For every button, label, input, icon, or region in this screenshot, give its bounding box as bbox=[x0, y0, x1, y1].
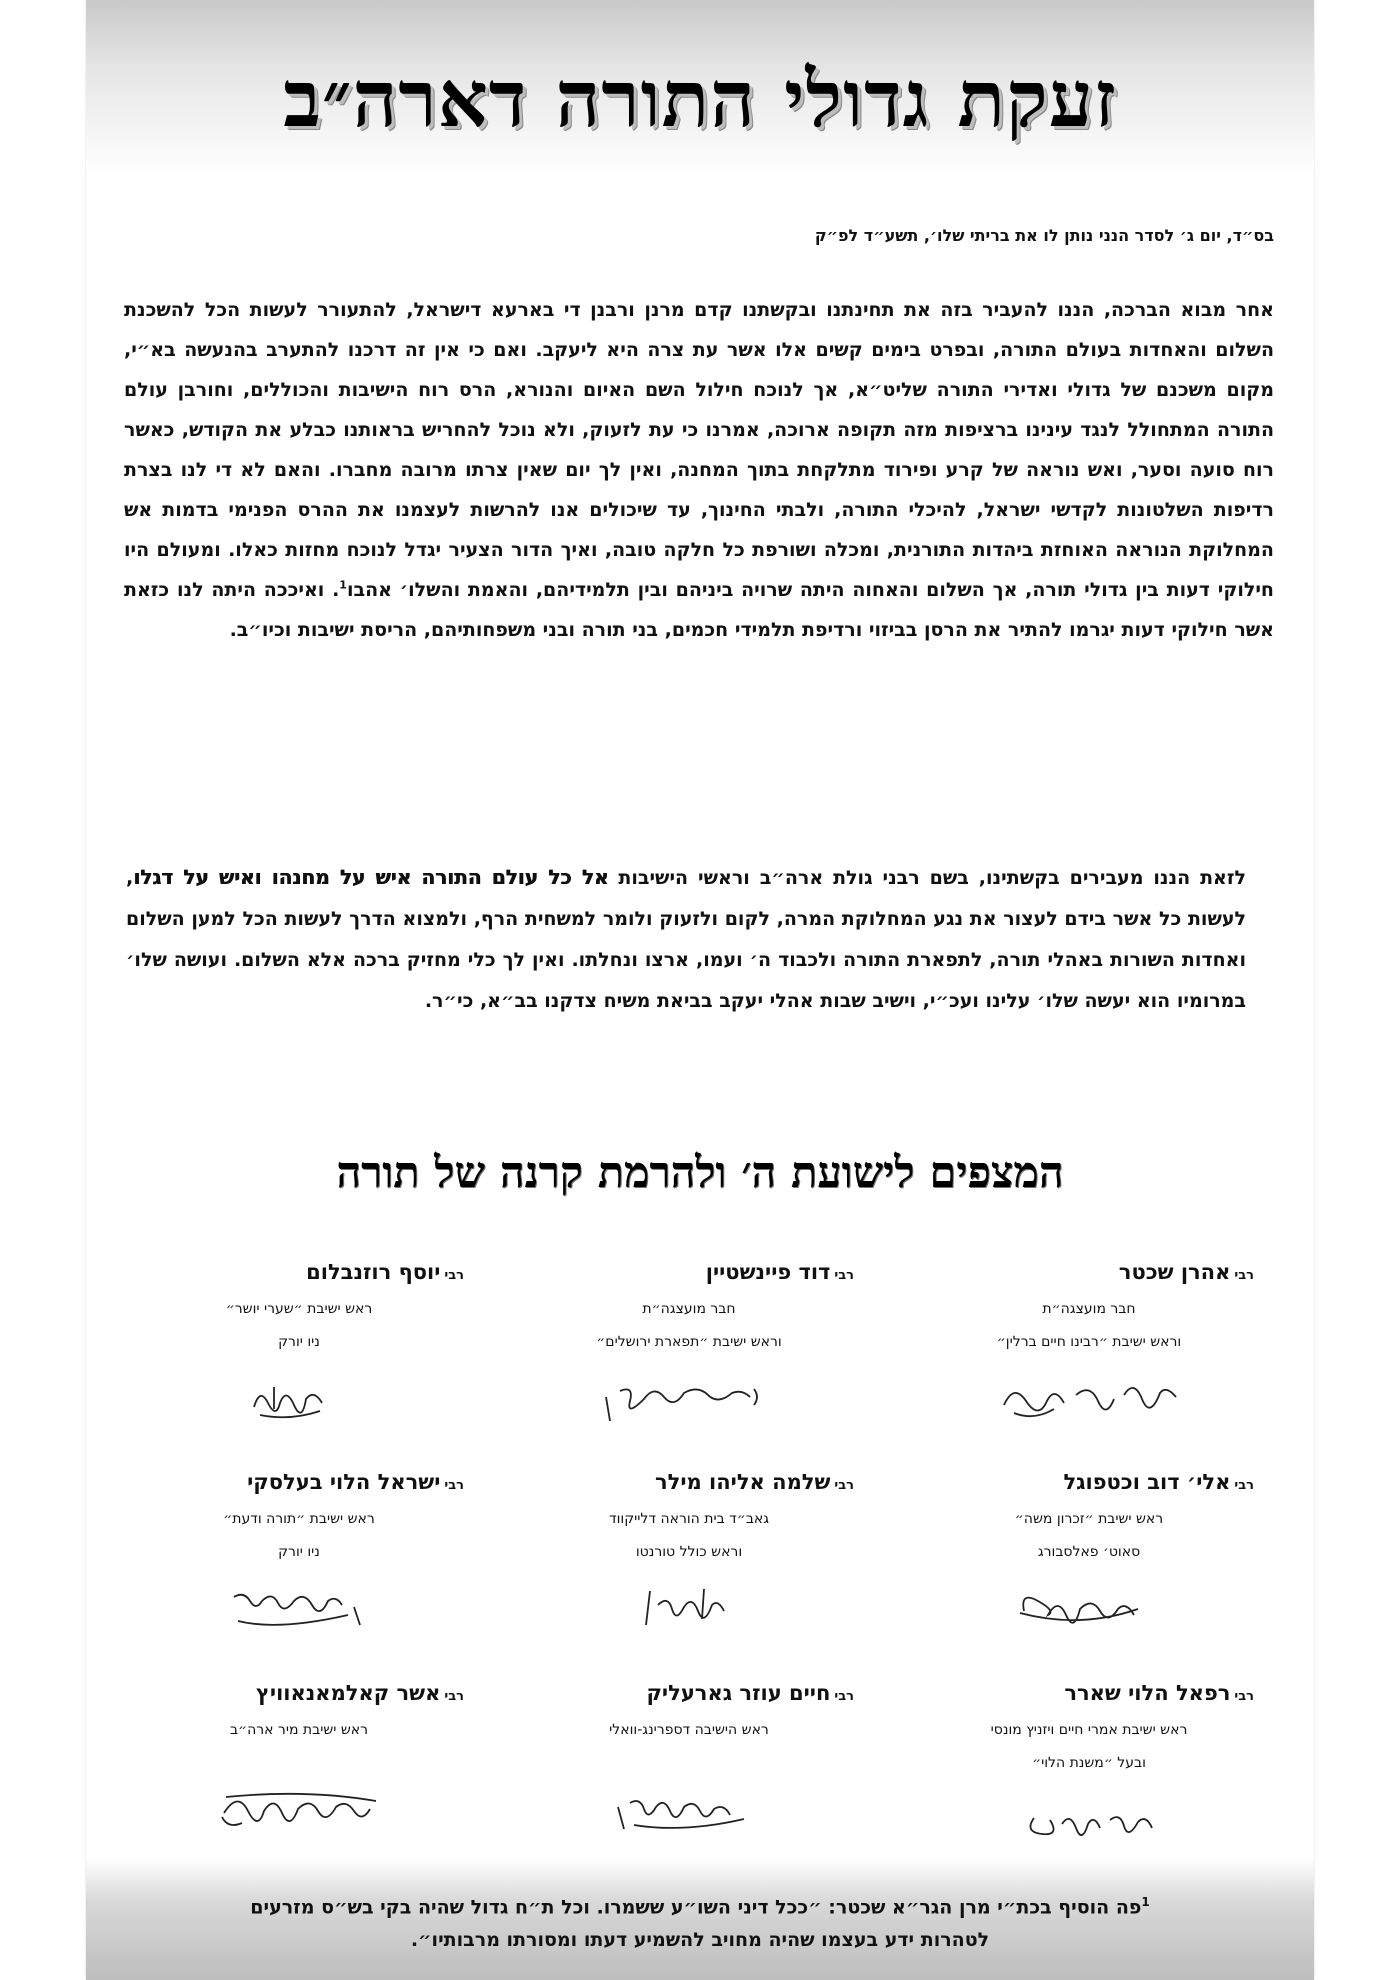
rabbi-prefix: רבי bbox=[834, 1689, 854, 1704]
footnote-line-1-text: פה הוסיף בכת״י מרן הגר״א שכטר: ״ככל דיני השו״ע ששמרו. וכל ת״ח גדול שהיה בקי בש״ס מזרעים bbox=[250, 1896, 1142, 1919]
signatory-name-text: שלמה אליהו מילר bbox=[654, 1470, 831, 1494]
rabbi-prefix: רבי bbox=[444, 1689, 464, 1704]
signatory-name bbox=[924, 1255, 1254, 1293]
signatory-role-line: וראש ישיבת ״רבינו חיים ברלין״ bbox=[996, 1334, 1182, 1350]
dateline: בס״ד, יום ג׳ לסדר הנני נותן לו את בריתי שלו׳, תשע״ד לפ״ק bbox=[814, 226, 1274, 245]
footnote-line-1 bbox=[86, 1886, 1314, 1924]
signatory-role-line: וראש כולל טורנטו bbox=[635, 1544, 743, 1560]
rabbi-prefix: רבי bbox=[444, 1478, 464, 1493]
signatory-block bbox=[924, 1255, 1254, 1429]
handwritten-signature bbox=[986, 1367, 1184, 1429]
signatory-name bbox=[924, 1676, 1254, 1714]
signatory-role-line: ראש ישיבת ״שערי יושר״ bbox=[225, 1301, 373, 1317]
signatory-role-line: חבר מועצגה״ת bbox=[642, 1301, 736, 1317]
signatory-block bbox=[524, 1465, 854, 1639]
signatory-role-line: גאב״ד בית הוראה דלייקווד bbox=[608, 1511, 770, 1527]
handwritten-signature bbox=[586, 1777, 784, 1839]
signature-lettering: ישראל הלוי בעלסקי bbox=[195, 1577, 204, 1578]
handwritten-signature bbox=[195, 1577, 394, 1639]
signatory-block bbox=[134, 1676, 464, 1839]
handwritten-signature bbox=[986, 1788, 1184, 1850]
signatory-block bbox=[134, 1255, 464, 1429]
paragraph-2-emphasis: אל כל עולם התורה איש על מחנהו ואיש על דגלו bbox=[133, 865, 609, 889]
signatory-role-line: וראש ישיבת ״תפארת ירושלים״ bbox=[596, 1334, 782, 1350]
signatory-role-line: חבר מועצגה״ת bbox=[1042, 1301, 1136, 1317]
rabbi-prefix: רבי bbox=[834, 1268, 854, 1283]
signatory-name-text: רפאל הלוי שארר bbox=[1064, 1681, 1231, 1705]
signature-lettering: אשר קאלמאנאוויץ bbox=[196, 1777, 204, 1778]
signatories-heading: המצפים לישועת ה׳ ולהרמת קרנה של תורה bbox=[336, 1148, 1064, 1198]
signature-lettering: רפאל הלוי שארר bbox=[986, 1788, 994, 1789]
signatory-role-line: ראש ישיבת אמרי חיים ויזניץ מונסי bbox=[990, 1722, 1188, 1738]
signatory-name-text: אלי׳ דוב וכטפוגל bbox=[1063, 1470, 1231, 1494]
signatory-role-line: ניו יורק bbox=[278, 1544, 320, 1560]
signatory-role-line: ניו יורק bbox=[278, 1334, 320, 1350]
signatory-name bbox=[924, 1465, 1254, 1503]
signatory-name-text: דוד פיינשטיין bbox=[705, 1260, 831, 1284]
document-page bbox=[86, 0, 1314, 1980]
signature-lettering: אלי׳ דוב וכטפוגל bbox=[986, 1577, 994, 1578]
footnote bbox=[86, 1886, 1314, 1957]
rabbi-prefix: רבי bbox=[444, 1268, 464, 1283]
footnote-reference: 1 bbox=[339, 578, 347, 592]
signatory-block bbox=[134, 1465, 464, 1639]
handwritten-signature bbox=[588, 1367, 784, 1429]
handwritten-signature bbox=[586, 1577, 784, 1639]
rabbi-prefix: רבי bbox=[1234, 1689, 1254, 1704]
signatory-name-text: חיים עוזר גארעליק bbox=[646, 1681, 831, 1705]
signatory-name bbox=[134, 1255, 464, 1293]
paragraph-2-intro: לזאת הננו מעבירים בקשתינו, בשם רבני גולת ארה״ב וראשי הישיבות bbox=[608, 867, 1246, 889]
paragraph-1-text-after: . ואיככה היתה לנו כזאת אשר חילוקי דעות יגרמו להתיר את הרסן בביזוי ורדיפת תלמידי חכמים, בני תורה ובני משפחותיהם, הריסת ישיבות וכיו״ב. bbox=[124, 579, 1274, 641]
handwritten-signature bbox=[986, 1577, 1184, 1639]
signatory-name bbox=[524, 1255, 854, 1293]
paragraph-1 bbox=[124, 290, 1274, 650]
signatory-name-text: אשר קאלמאנאוויץ bbox=[256, 1681, 441, 1705]
signatory-block bbox=[524, 1255, 854, 1429]
paragraph-1-text: אחר מבוא הברכה, הננו להעביר בזה את תחינתנו ובקשתנו קדם מרנן ורבנן די בארעא דישראל, להתעורר לעשות הכל להשכנת השלום והאחדות בעולם התורה, ובפרט בימים קשים אלו אשר עת צרה היא ליעקב. ואם כי אין זה דרכנו להתערב בהנעשה בא״י, מקום משכנם של גדולי ואדירי התורה שליט״א, אך לנוכח חילול השם האיום והנורא, הרס רוח הישיבות והכוללים, וחורבן עולם התורה המתחולל לנגד עינינו ברציפות מזה תקופה ארוכה, אמרנו כי עת לזעוק, ולא נוכל להחריש בראותנו כבלע את הקודש, כאשר רוח סועה וסער, ואש נוראה של קרע ופירוד מתלקחת בתוך המחנה, ואין לך יום שאין צרתו מרובה מחברו. והאם לא די לנו בצרת רדיפות השלטונות לקדשי ישראל, להיכלי התורה, ולבתי החינוך, עד שיכולים אנו להרשות לעצמנו את ההרס הפנימי בדמות אש המחלוקת הנוראה האוחזת ביהדות התורנית, ומכלה ושורפת כל חלקה טובה, ואיך הדור הצעיר יגדל לנוכח מחזות כאלו. ומעולם היו חילוקי דעות בין גדולי תורה, אך השלום והאחוה היתה שרויה ביניהם ובין תלמידיהם, והאמת והשלו׳ אהבו bbox=[124, 299, 1274, 601]
footnote-line-2: לטהרות ידע בעצמו שהיה מחויב להשמיע דעתו ומסורתו מרבותיו״. bbox=[410, 1929, 990, 1952]
signatory-role-line: ובעל ״משנת הלוי״ bbox=[1032, 1755, 1146, 1771]
paragraph-2-rest: , לעשות כל אשר בידם לעצור את נגע המחלוקת המרה, לקום ולזעוק ולומר למשחית הרף, ולמצוא הדרך לעשות הכל למען השלום ואחדות השורות באהלי תורה, לתפארת התורה ולכבוד ה׳ ועמו, ארצו ונחלתו. ואין לך כלי מחזיק ברכה אלא השלום. ועושה שלו׳ במרומיו הוא יעשה שלו׳ עלינו ועכ״י, וישיב שבות אהלי יעקב בביאת משיח צדקנו בב״א, כי״ר. bbox=[126, 867, 1246, 1012]
signature-lettering: יוסף רוזנבלום bbox=[198, 1367, 204, 1368]
signatory-role-line: סאוט׳ פאלסבורג bbox=[1037, 1544, 1141, 1560]
signatory-name-text: ישראל הלוי בעלסקי bbox=[247, 1470, 441, 1494]
handwritten-signature bbox=[198, 1367, 394, 1429]
signature-lettering: שלמה אליהו מילר bbox=[586, 1577, 594, 1578]
footnote-mark: 1 bbox=[1141, 1895, 1150, 1909]
signatory-role-line: ראש הישיבה דספרינג-וואלי bbox=[609, 1722, 769, 1738]
signatory-name-text: אהרן שכטר bbox=[1118, 1260, 1231, 1284]
signatory-role-line: ראש ישיבת ״זכרון משה״ bbox=[1014, 1511, 1164, 1527]
document-title: זעקת גדולי התורה דארה״ב bbox=[283, 54, 1117, 145]
handwritten-signature bbox=[196, 1777, 394, 1839]
signature-lettering: דוד פיינשטיין bbox=[588, 1367, 594, 1368]
signatory-name bbox=[134, 1676, 464, 1714]
signature-lettering: אהרן משה שכטר bbox=[986, 1367, 994, 1368]
paragraph-2 bbox=[126, 857, 1246, 1022]
rabbi-prefix: רבי bbox=[1234, 1478, 1254, 1493]
signatory-role-line: ראש ישיבת ״תורה ודעת״ bbox=[223, 1511, 375, 1527]
rabbi-prefix: רבי bbox=[834, 1478, 854, 1493]
signatory-role-line: ראש ישיבת מיר ארה״ב bbox=[229, 1722, 369, 1738]
signatory-block bbox=[524, 1676, 854, 1839]
signatory-block bbox=[924, 1676, 1254, 1850]
signatory-name bbox=[524, 1676, 854, 1714]
signatory-name bbox=[524, 1465, 854, 1503]
signatory-name bbox=[134, 1465, 464, 1503]
signatory-name-text: יוסף רוזנבלום bbox=[306, 1260, 441, 1284]
signatory-block bbox=[924, 1465, 1254, 1639]
rabbi-prefix: רבי bbox=[1234, 1268, 1254, 1283]
signature-lettering: חיים עוזר גארעליק bbox=[586, 1777, 594, 1778]
